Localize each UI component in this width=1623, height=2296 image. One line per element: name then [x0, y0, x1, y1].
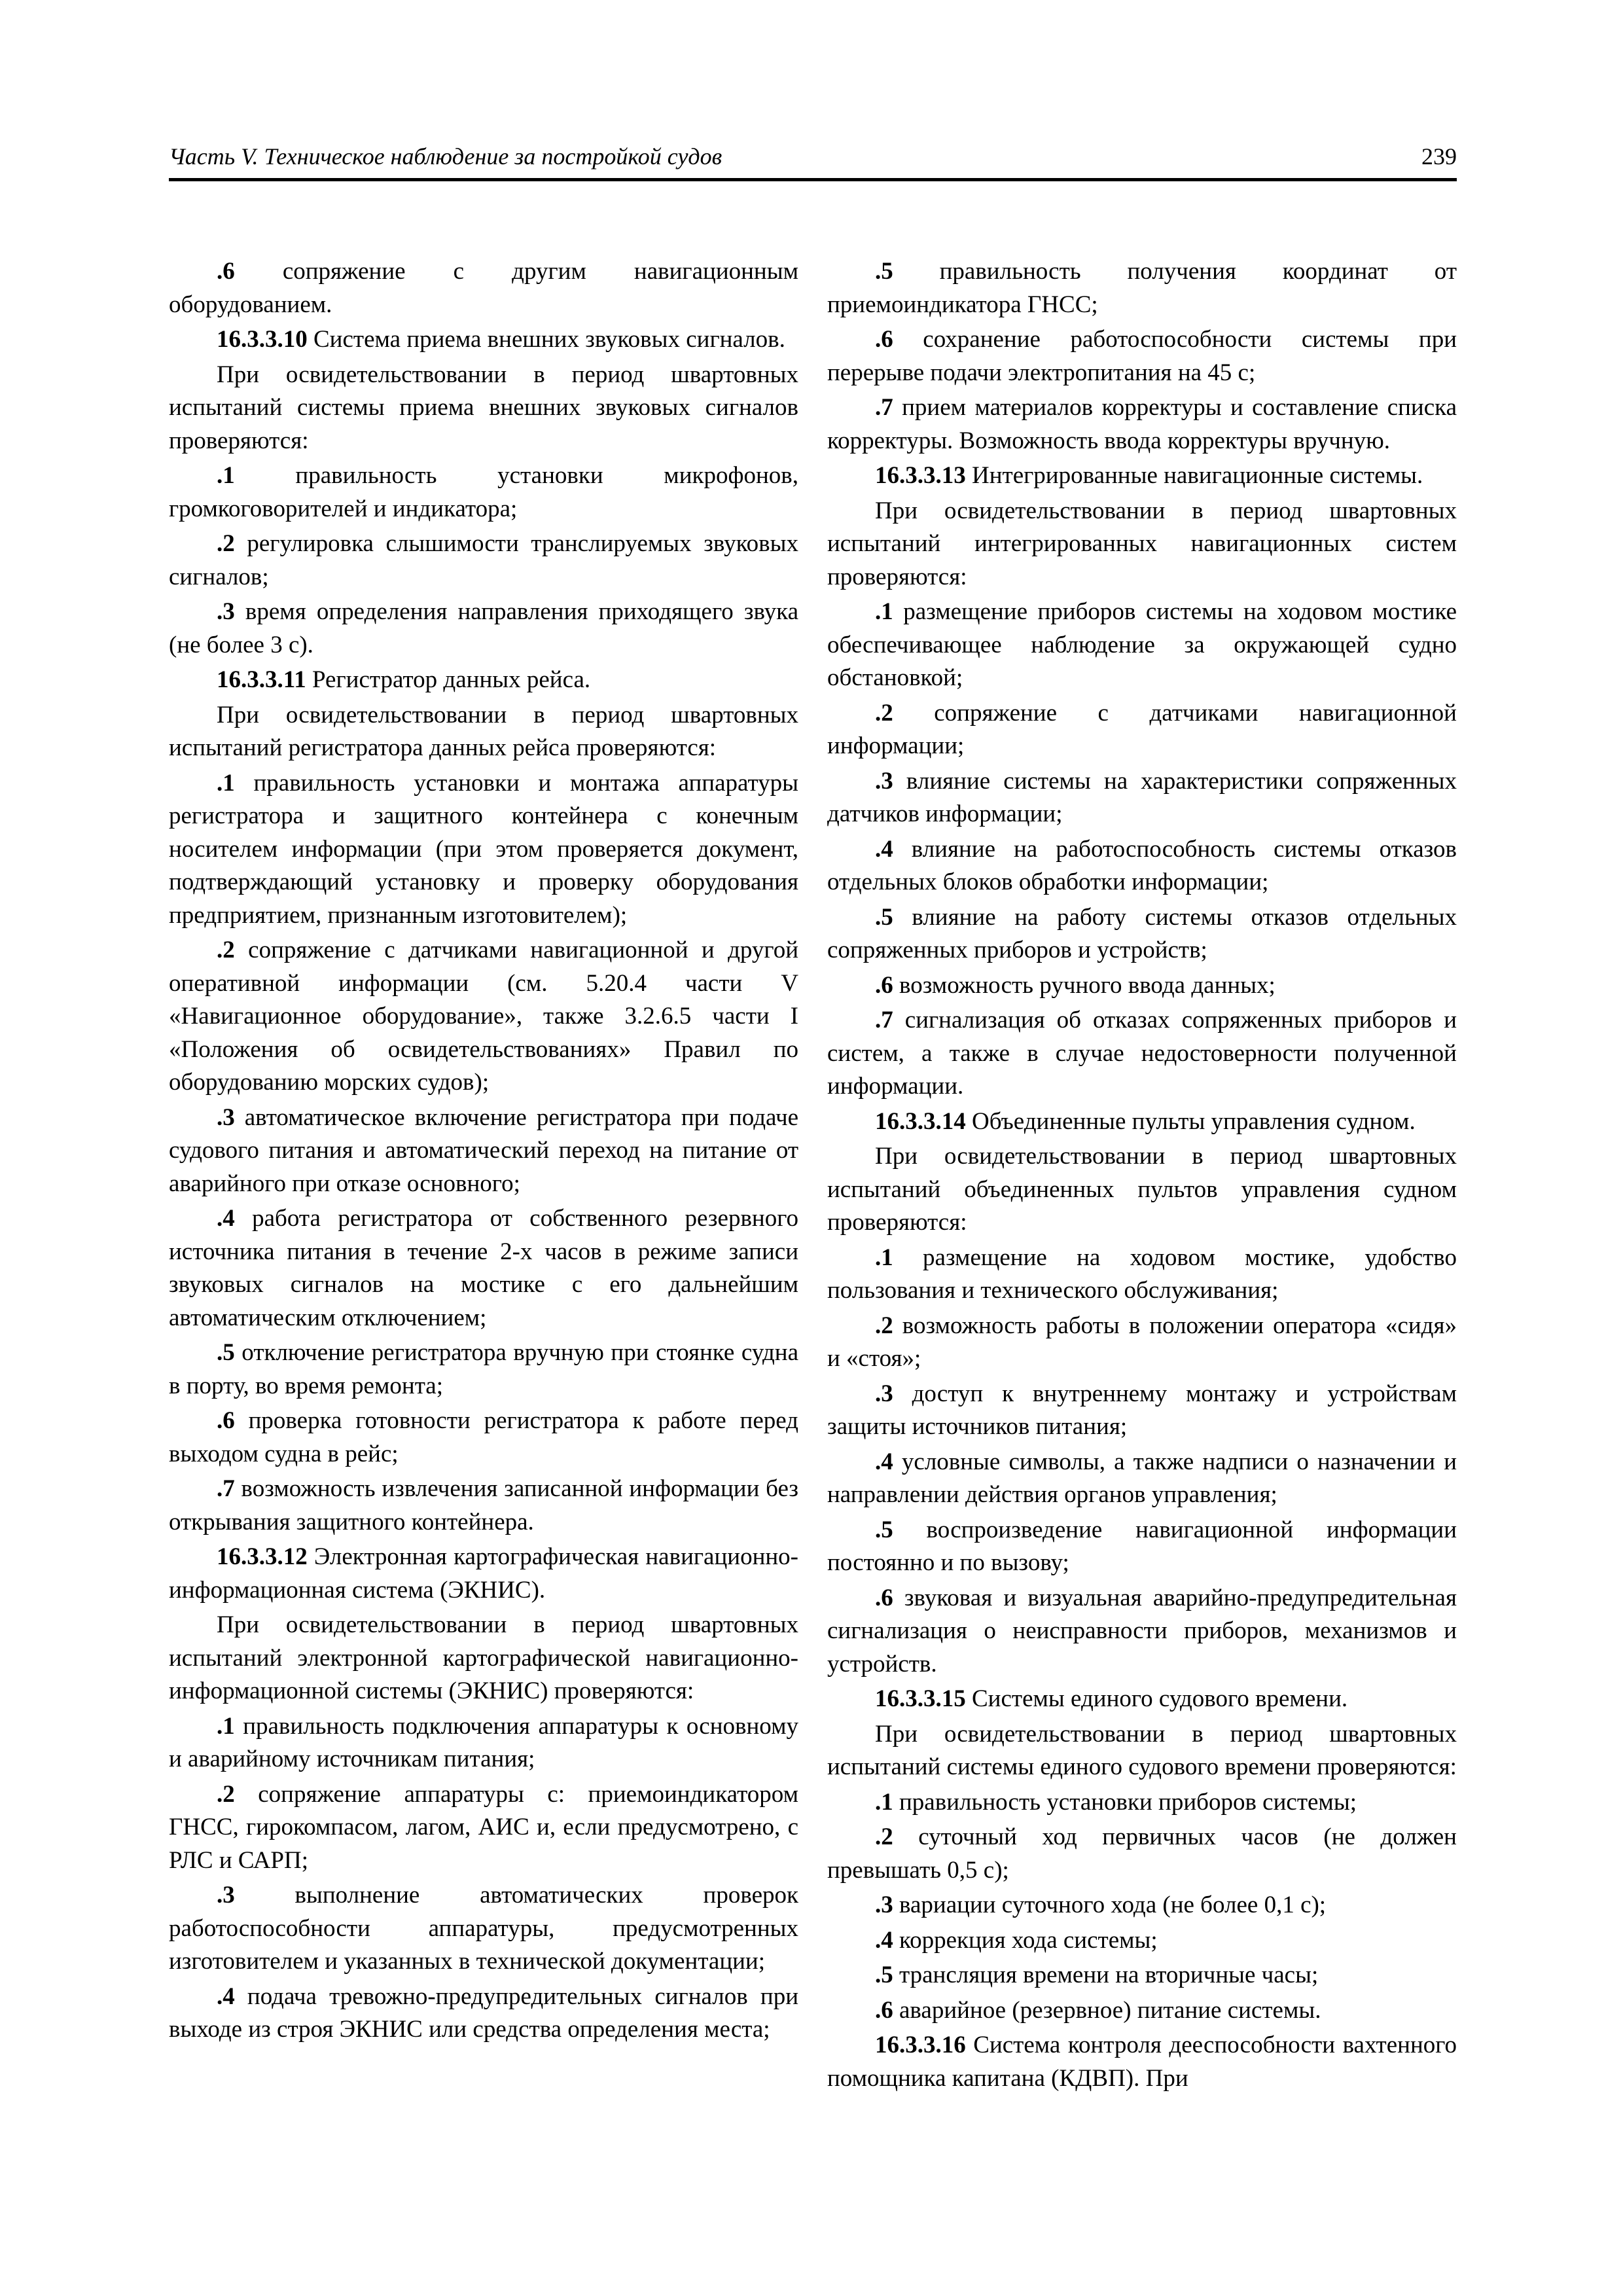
paragraph	[169, 1405, 798, 1471]
paragraph	[169, 1541, 798, 1607]
clause-number: .7	[875, 394, 893, 421]
paragraph	[169, 1336, 798, 1403]
paragraph	[169, 459, 798, 526]
clause-number: .5	[217, 1339, 235, 1366]
clause-number: 16.3.3.16	[875, 2032, 966, 2058]
paragraph	[827, 1378, 1457, 1444]
clause-number: .5	[875, 258, 893, 285]
paragraph	[827, 765, 1457, 831]
paragraph-text: правильность установки приборов системы;	[893, 1788, 1357, 1816]
paragraph-text: При освидетельствовании в период швартовных испытаний интегрированных навигационных систем проверяются:	[827, 497, 1457, 590]
paragraph	[169, 1102, 798, 1201]
clause-number: .6	[875, 1996, 893, 2024]
paragraph	[827, 1889, 1457, 1922]
left-column	[169, 255, 798, 2049]
paragraph	[827, 2029, 1457, 2095]
paragraph	[169, 1710, 798, 1776]
paragraph	[169, 1202, 798, 1335]
clause-number: .1	[217, 1712, 235, 1740]
clause-number: .2	[875, 699, 893, 726]
paragraph	[827, 1004, 1457, 1103]
paragraph-text: выполнение автоматических проверок работоспособности аппаратуры, предусмотренных изготовителем и указанных в технической документации;	[169, 1882, 798, 1975]
paragraph	[827, 1140, 1457, 1240]
clause-number: 16.3.3.14	[875, 1107, 966, 1135]
paragraph-text: правильность установки микрофонов, громкоговорителей и индикатора;	[169, 462, 798, 522]
clause-number: .4	[217, 1982, 235, 2010]
paragraph	[827, 1242, 1457, 1308]
paragraph	[169, 664, 798, 697]
paragraph	[827, 1959, 1457, 1992]
paragraph-text: сопряжение аппаратуры с: приемоиндикатором ГНСС, гирокомпасом, лагом, АИС и, если предусмотрено, с РЛС и САРП;	[169, 1780, 798, 1874]
paragraph	[827, 1821, 1457, 1887]
paragraph	[169, 1609, 798, 1708]
paragraph-text: подача тревожно-предупредительных сигналов при выходе из строя ЭКНИС или средства определения места;	[169, 1982, 798, 2043]
clause-number: .6	[875, 326, 893, 353]
clause-number: .1	[875, 1244, 893, 1271]
paragraph-text: прием материалов корректуры и составление списка корректуры. Возможность ввода корректуры вручную.	[827, 394, 1457, 454]
clause-number: .1	[217, 462, 235, 489]
paragraph-text: проверка готовности регистратора к работе перед выходом судна в рейс;	[169, 1407, 798, 1467]
paragraph-text: Электронная картографическая навигационно-информационная система (ЭКНИС).	[169, 1543, 798, 1604]
clause-number: .6	[875, 971, 893, 999]
paragraph-text: сопряжение с датчиками навигационной информации;	[827, 699, 1457, 759]
running-header-title: Часть V. Техническое наблюдение за постройкой судов	[169, 143, 722, 170]
paragraph-text: Система контроля дееспособности вахтенного помощника капитана (КДВП). При	[827, 2032, 1457, 2092]
paragraph-text: работа регистратора от собственного резервного источника питания в течение 2-х часов в режиме записи звуковых сигналов на мостике с его дальнейшим автоматическим отключением;	[169, 1205, 798, 1331]
clause-number: .3	[875, 1380, 893, 1407]
paragraph-text: время определения направления приходящего звука (не более 3 с).	[169, 598, 798, 658]
clause-number: .1	[875, 598, 893, 625]
clause-number: .4	[217, 1205, 235, 1232]
paragraph-text: отключение регистратора вручную при стоянке судна в порту, во время ремонта;	[169, 1339, 798, 1399]
right-column	[827, 255, 1457, 2097]
paragraph-text: влияние на работоспособность системы отказов отдельных блоков обработки информации;	[827, 835, 1457, 895]
clause-number: .1	[875, 1788, 893, 1816]
paragraph-text: правильность подключения аппаратуры к основному и аварийному источникам питания;	[169, 1712, 798, 1772]
clause-number: .4	[875, 1926, 893, 1954]
page-number: 239	[1421, 143, 1457, 170]
paragraph	[169, 934, 798, 1100]
paragraph-text: правильность получения координат от приемоиндикатора ГНСС;	[827, 258, 1457, 318]
paragraph	[827, 1105, 1457, 1139]
paragraph	[827, 1683, 1457, 1716]
paragraph-text: условные символы, а также надписи о назначении и направлении действия органов управления;	[827, 1448, 1457, 1508]
paragraph	[169, 323, 798, 357]
paragraph	[169, 1778, 798, 1878]
paragraph	[169, 767, 798, 933]
paragraph	[827, 833, 1457, 899]
paragraph	[169, 528, 798, 594]
paragraph	[169, 359, 798, 458]
paragraph	[827, 323, 1457, 389]
clause-number: 16.3.3.15	[875, 1685, 966, 1712]
clause-number: .1	[217, 769, 235, 797]
clause-number: .2	[217, 1780, 235, 1808]
paragraph	[827, 459, 1457, 493]
header-rule	[169, 178, 1457, 181]
paragraph-text: доступ к внутреннему монтажу и устройствам защиты источников питания;	[827, 1380, 1457, 1440]
paragraph-text: суточный ход первичных часов (не должен превышать 0,5 с);	[827, 1823, 1457, 1884]
paragraph-text: При освидетельствовании в период швартовных испытаний электронной картографической навигационно-информационной системы (ЭКНИС) проверяются:	[169, 1611, 798, 1704]
paragraph-text: регулировка слышимости транслируемых звуковых сигналов;	[169, 530, 798, 590]
clause-number: .3	[217, 598, 235, 625]
paragraph-text: влияние на работу системы отказов отдельных сопряженных приборов и устройств;	[827, 903, 1457, 963]
paragraph-text: правильность установки и монтажа аппаратуры регистратора и защитного контейнера с конечным носителем информации (при этом проверяется документ, подтверждающий установку и проверку оборудования предприятием, признанным изготовителем);	[169, 769, 798, 929]
clause-number: 16.3.3.12	[217, 1543, 308, 1570]
paragraph-text: возможность ручного ввода данных;	[893, 971, 1275, 999]
clause-number: .5	[875, 1516, 893, 1543]
paragraph	[827, 1514, 1457, 1580]
clause-number: .4	[875, 1448, 893, 1475]
paragraph	[827, 255, 1457, 321]
running-header	[169, 143, 1457, 178]
clause-number: .3	[875, 1892, 893, 1918]
clause-number: .6	[217, 258, 235, 285]
clause-number: .2	[217, 937, 235, 963]
paragraph-text: сопряжение с другим навигационным оборудованием.	[169, 258, 798, 318]
paragraph	[827, 901, 1457, 967]
clause-number: .4	[875, 835, 893, 863]
paragraph	[827, 1446, 1457, 1512]
paragraph-text: При освидетельствовании в период швартовных испытаний системы приема внешних звуковых сигналов проверяются:	[169, 361, 798, 454]
paragraph	[827, 1310, 1457, 1376]
clause-number: .5	[875, 1962, 893, 1988]
clause-number: 16.3.3.10	[217, 326, 308, 353]
paragraph-text: При освидетельствовании в период швартовных испытаний системы единого судового времени проверяются:	[827, 1720, 1457, 1780]
paragraph-text: сохранение работоспособности системы при перерыве подачи электропитания на 45 с;	[827, 326, 1457, 386]
paragraph-text: Система приема внешних звуковых сигналов.	[307, 326, 785, 353]
paragraph-text: влияние системы на характеристики сопряженных датчиков информации;	[827, 767, 1457, 827]
clause-number: .2	[875, 1823, 893, 1850]
paragraph-text: Системы единого судового времени.	[965, 1685, 1348, 1712]
clause-number: .3	[217, 1103, 235, 1131]
clause-number: 16.3.3.11	[217, 666, 306, 693]
paragraph-text: размещение на ходовом мостике, удобство пользования и технического обслуживания;	[827, 1244, 1457, 1304]
paragraph-text: автоматическое включение регистратора при подаче судового питания и автоматический переход на питание от аварийного при отказе основного;	[169, 1103, 798, 1197]
paragraph-text: аварийное (резервное) питание системы.	[893, 1996, 1321, 2024]
paragraph-text: размещение приборов системы на ходовом мостике обеспечивающее наблюдение за окружающей судно обстановкой;	[827, 598, 1457, 691]
paragraph	[827, 1582, 1457, 1681]
clause-number: .2	[217, 530, 235, 557]
paragraph	[827, 1994, 1457, 2028]
paragraph	[169, 699, 798, 765]
paragraph-text: коррекция хода системы;	[893, 1926, 1158, 1954]
paragraph	[827, 1924, 1457, 1958]
clause-number: .3	[875, 767, 893, 795]
paragraph-text: возможность извлечения записанной информации без открывания защитного контейнера.	[169, 1475, 798, 1535]
clause-number: .3	[217, 1882, 235, 1909]
paragraph-text: воспроизведение навигационной информации постоянно и по вызову;	[827, 1516, 1457, 1576]
clause-number: .7	[875, 1007, 893, 1033]
clause-number: .7	[217, 1475, 235, 1502]
paragraph-text: вариации суточного хода (не более 0,1 с);	[893, 1892, 1327, 1918]
paragraph	[827, 1718, 1457, 1784]
paragraph	[169, 1473, 798, 1539]
paragraph	[827, 1786, 1457, 1820]
paragraph	[827, 697, 1457, 763]
paragraph	[827, 969, 1457, 1003]
paragraph	[827, 596, 1457, 695]
clause-number: .6	[875, 1584, 893, 1611]
paragraph-text: возможность работы в положении оператора «сидя» и «стоя»;	[827, 1312, 1457, 1372]
paragraph	[169, 255, 798, 321]
paragraph-text: При освидетельствовании в период швартовных испытаний регистратора данных рейса проверяются:	[169, 701, 798, 761]
paragraph-text: Интегрированные навигационные системы.	[965, 462, 1423, 489]
clause-number: .2	[875, 1312, 893, 1339]
paragraph-text: Объединенные пульты управления судном.	[965, 1107, 1416, 1135]
paragraph	[169, 1981, 798, 2047]
paragraph	[169, 1879, 798, 1979]
clause-number: .5	[875, 903, 893, 931]
clause-number: .6	[217, 1407, 235, 1434]
paragraph-text: звуковая и визуальная аварийно-предупредительная сигнализация о неисправности приборов, механизмов и устройств.	[827, 1584, 1457, 1677]
paragraph-text: сопряжение с датчиками навигационной и другой оперативной информации (см. 5.20.4 части V «Навигационное оборудование», также 3.2.6.5 части I «Положения об освидетельствованиях» Правил по оборудованию морских судов);	[169, 937, 798, 1096]
paragraph	[169, 596, 798, 662]
paragraph-text: сигнализация об отказах сопряженных приборов и систем, а также в случае недостоверности полученной информации.	[827, 1007, 1457, 1100]
clause-number: 16.3.3.13	[875, 462, 966, 489]
paragraph-text: Регистратор данных рейса.	[306, 666, 591, 693]
paragraph	[827, 495, 1457, 594]
paragraph	[827, 391, 1457, 457]
paragraph-text: При освидетельствовании в период швартовных испытаний объединенных пультов управления судном проверяются:	[827, 1143, 1457, 1236]
paragraph-text: трансляция времени на вторичные часы;	[893, 1962, 1319, 1988]
